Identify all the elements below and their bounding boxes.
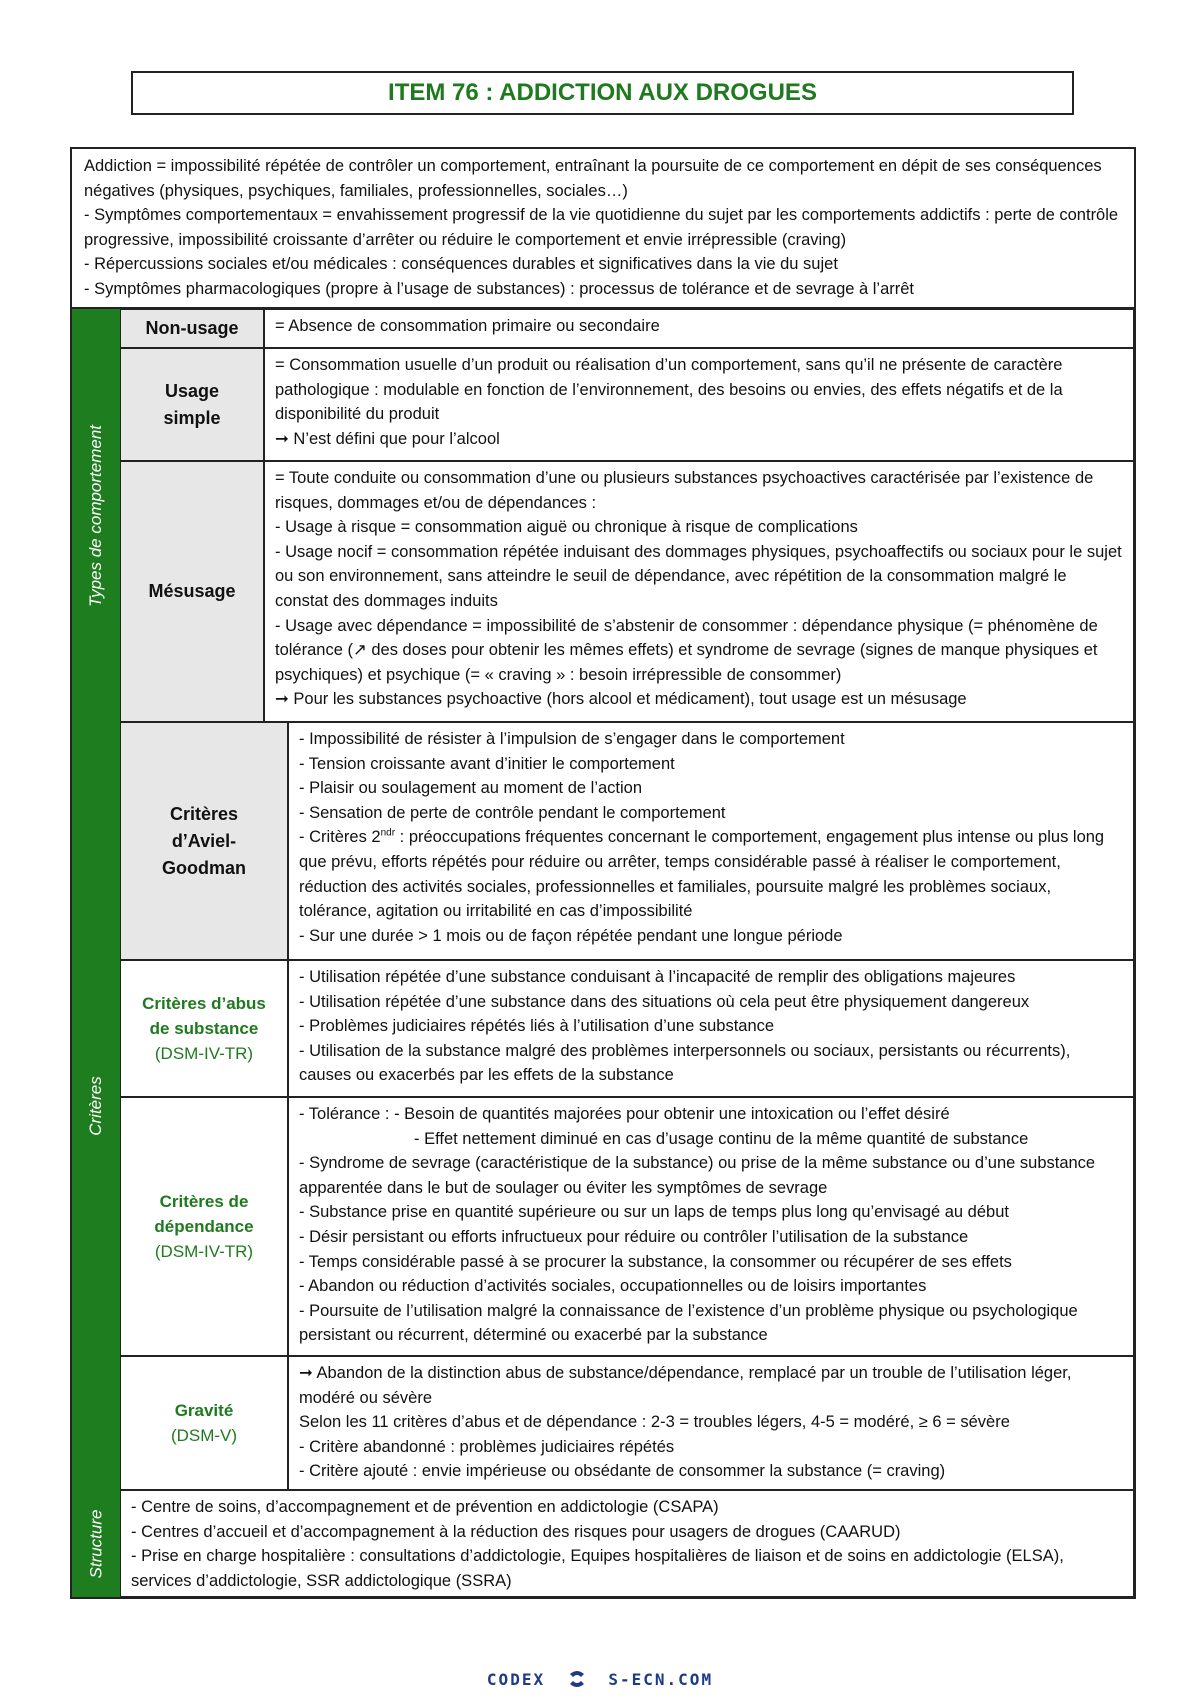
footer-site: S-ECN.COM: [608, 1670, 714, 1689]
criteria-label-goodman: Critères d’Aviel- Goodman: [120, 722, 288, 960]
section-criteres-label: Critères: [86, 1076, 106, 1136]
criteria-text-dependance: - Tolérance : - Besoin de quantités majorées pour obtenir une intoxication ou l’effet désiré - Effet nettement diminué en cas d’usage continu de la même quantité de substance - Syndrome de sevrage (caractéristique de la substance) ou prise de la même substance ou d’une substance apparentée dans le but de soulager ou éviter les symptômes de sevrage - Substance prise en quantité supérieure ou sur un laps de temps plus long qu’envisagé au début - Désir persistant ou efforts infructueux pour réduire ou contrôler l’utilisation de la substance - Temps considérable passé à se procurer la substance, la consommer ou récupérer de ses effets - Abandon ou réduction d’activités sociales, occupationnelles ou de loisirs importantes - Poursuite de l’utilisation malgré la connaissance de l’existence d’un problème physique ou psychologique persistant ou récurrent, déterminé ou exacerbé par la substance: [288, 1097, 1134, 1356]
type-label-non-usage: Non-usage: [120, 309, 264, 348]
logo-icon: [567, 1670, 587, 1688]
criteria-text-abus: - Utilisation répétée d’une substance conduisant à l’incapacité de remplir des obligations majeures - Utilisation répétée d’une substance dans des situations où cela peut être physiquement dangereux - Problèmes judiciaires répétés liés à l’utilisation d’une substance - Utilisation de la substance malgré des problèmes interpersonnels ou sociaux, persistants ou récurrents), causes ou exacerbés par les effets de la substance: [288, 960, 1134, 1097]
criteria-text-gravite: ➞ Abandon de la distinction abus de substance/dépendance, remplacé par un trouble de l’utilisation léger, modéré ou sévère Selon les 11 critères d’abus et de dépendance : 2-3 = troubles légers, 4-5 = modéré, ≥ 6 = sévère - Critère abandonné : problèmes judiciaires répétés - Critère ajouté : envie impérieuse ou obsédante de consommer la substance (= craving): [288, 1356, 1134, 1490]
type-text-mesusage: = Toute conduite ou consommation d’une ou plusieurs substances psychoactives caractérisée par l’existence de risques, dommages et/ou de dépendances : - Usage à risque = consommation aiguë ou chronique à risque de complications - Usage nocif = consommation répétée induisant des dommages physiques, psychoaffectifs ou sociaux pour le sujet ou son environnement, sans atteindre le seuil de dépendance, avec répétition de la consommation malgré le constat des dommages induits - Usage avec dépendance = impossibilité de s’abstenir de consommer : dépendance physique (= phénomène de tolérance (↗ des doses pour obtenir les mêmes effets) et syndrome de sevrage (signes de manque physiques et psychiques) et psychique (= « craving » : besoin irrépressible de consommer) ➞ Pour les substances psychoactive (hors alcool et médicament), tout usage est un mésusage: [264, 461, 1134, 722]
type-text-non-usage: = Absence de consommation primaire ou secondaire: [264, 309, 1134, 348]
footer-codex: CODEX: [486, 1670, 546, 1689]
page-title: ITEM 76 : ADDICTION AUX DROGUES: [131, 71, 1074, 115]
section-structure-band: [72, 1490, 120, 1597]
intro-text: Addiction = impossibilité répétée de contrôler un comportement, entraînant la poursuite de ce comportement en dépit de ses conséquences négatives (physiques, psychiques, familiales, professionnelles, sociales…) - Symptômes comportementaux = envahissement progressif de la vie quotidienne du sujet par les comportements addictifs : perte de contrôle progressive, impossibilité croissante d’arrêter ou réduire le comportement et envie irrépressible (craving) - Répercussions sociales et/ou médicales : conséquences durables et significatives dans la vie du sujet - Symptômes pharmacologiques (propre à l’usage de substances) : processus de tolérance et de sevrage à l’arrêt: [84, 157, 1119, 298]
criteria-label-abus: Critères d’abus de substance (DSM-IV-TR): [120, 960, 288, 1097]
section-structure-label: Structure: [86, 1509, 106, 1578]
criteria-label-dependance: Critères de dépendance (DSM-IV-TR): [120, 1097, 288, 1356]
type-label-mesusage: Mésusage: [120, 461, 264, 722]
section-types-label: Types de comportement: [86, 424, 106, 607]
content-table: [70, 147, 1136, 1599]
type-label-usage-simple: Usage simple: [120, 348, 264, 461]
criteria-label-gravite: Gravité (DSM-V): [120, 1356, 288, 1490]
section-types-band: [72, 309, 120, 722]
type-text-usage-simple: = Consommation usuelle d’un produit ou réalisation d’un comportement, sans qu’il ne présente de caractère pathologique : modulable en fonction de l’environnement, des besoins ou envies, des effets négatifs et de la disponibilité du produit ➞ N’est défini que pour l’alcool: [264, 348, 1134, 461]
criteria-text-goodman: - Impossibilité de résister à l’impulsion de s’engager dans le comportement - Tension croissante avant d’initier le comportement - Plaisir ou soulagement au moment de l’action - Sensation de perte de contrôle pendant le comportement - Critères $2^{ndr}$ : préoccupations fréquentes concernant le comportement, engagement plus intense ou plus long que prévu, efforts répétés pour réduire ou arrêter, temps considérable passé à réaliser le comportement, réduction des activités sociales, professionnelles et familiales, poursuite malgré les problèmes sociaux, tolérance, agitation ou irritabilité en cas d’impossibilité - Sur une durée > 1 mois ou de façon répétée pendant une longue période: [288, 722, 1134, 960]
structure-text: - Centre de soins, d’accompagnement et de prévention en addictologie (CSAPA) - Centres d’accueil et d’accompagnement à la réduction des risques pour usagers de drogues (CAARUD) - Prise en charge hospitalière : consultations d’addictologie, Equipes hospitalières de liaison et de soins en addictologie (ELSA), services d’addictologie, SSR addictologique (SSRA): [120, 1490, 1134, 1597]
section-criteres-band: [72, 722, 120, 1490]
footer: [0, 1670, 1200, 1689]
